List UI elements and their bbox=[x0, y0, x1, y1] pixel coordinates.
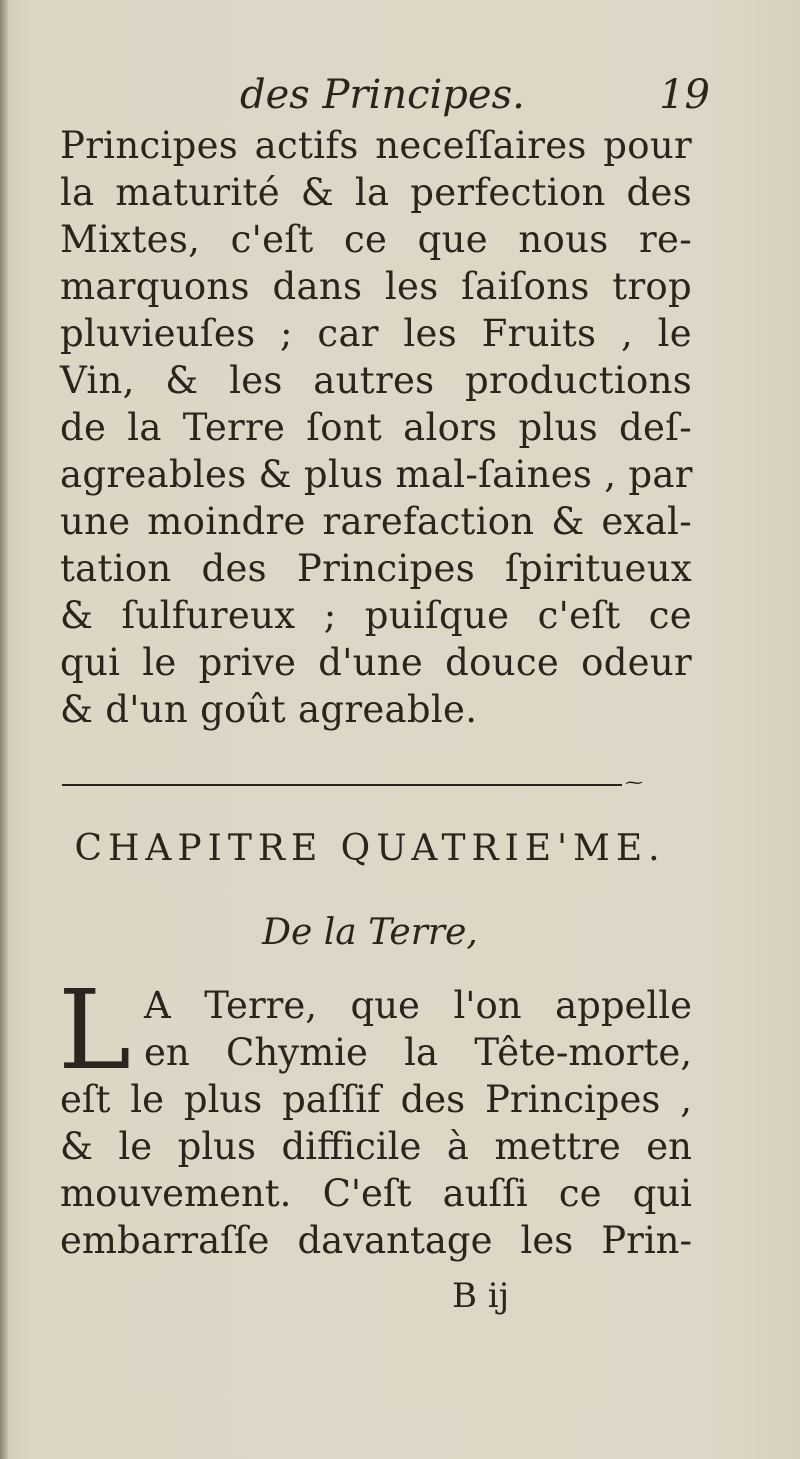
signature-mark: B ij bbox=[452, 1276, 510, 1316]
text-line: mouvement. C'eſt auſſi ce qui bbox=[60, 1172, 692, 1215]
text-line: & le plus difficile à mettre en bbox=[60, 1125, 692, 1168]
text-line: embarraſſe davantage les Prin- bbox=[60, 1219, 692, 1262]
text-line: une moindre rarefaction & exal- bbox=[60, 500, 692, 543]
running-head: des Principes. bbox=[240, 72, 525, 118]
text-line: Mixtes, c'eſt ce que nous re- bbox=[60, 218, 692, 261]
chapter-subtitle: De la Terre, bbox=[262, 912, 478, 953]
drop-cap: L bbox=[58, 966, 132, 1094]
text-line: Principes actifs neceſſaires pour bbox=[60, 124, 692, 167]
section-divider bbox=[62, 784, 622, 786]
text-line: de la Terre ſont alors plus deſ- bbox=[60, 406, 692, 449]
page-gutter bbox=[0, 0, 8, 1459]
text-line: la maturité & la perfection des bbox=[60, 171, 692, 214]
text-line: en Chymie la Tête-morte, bbox=[144, 1031, 692, 1074]
text-line: pluvieuſes ; car les Fruits , le bbox=[60, 312, 692, 355]
text-line: eſt le plus paſſif des Principes , bbox=[60, 1078, 692, 1121]
text-line: tation des Principes ſpiritueux bbox=[60, 547, 692, 590]
chapter-title: CHAPITRE QUATRIE'ME. bbox=[74, 828, 666, 869]
text-line: qui le prive d'une douce odeur bbox=[60, 641, 692, 684]
text-line: agreables & plus mal-ſaines , par bbox=[60, 453, 693, 496]
text-line: & ſulfureux ; puiſque c'eſt ce bbox=[60, 594, 692, 637]
page-number: 19 bbox=[659, 72, 710, 118]
section-paragraph bbox=[58, 966, 692, 1264]
body-paragraph bbox=[60, 122, 692, 733]
page-header bbox=[60, 72, 710, 122]
text-line: marquons dans les ſaiſons trop bbox=[60, 265, 692, 308]
text-line: Vin, & les autres productions bbox=[60, 359, 692, 402]
text-line: A Terre, que l'on appelle bbox=[144, 984, 692, 1027]
text-line: & d'un goût agreable. bbox=[60, 688, 478, 731]
divider-ornament: ⁓ bbox=[625, 772, 643, 793]
